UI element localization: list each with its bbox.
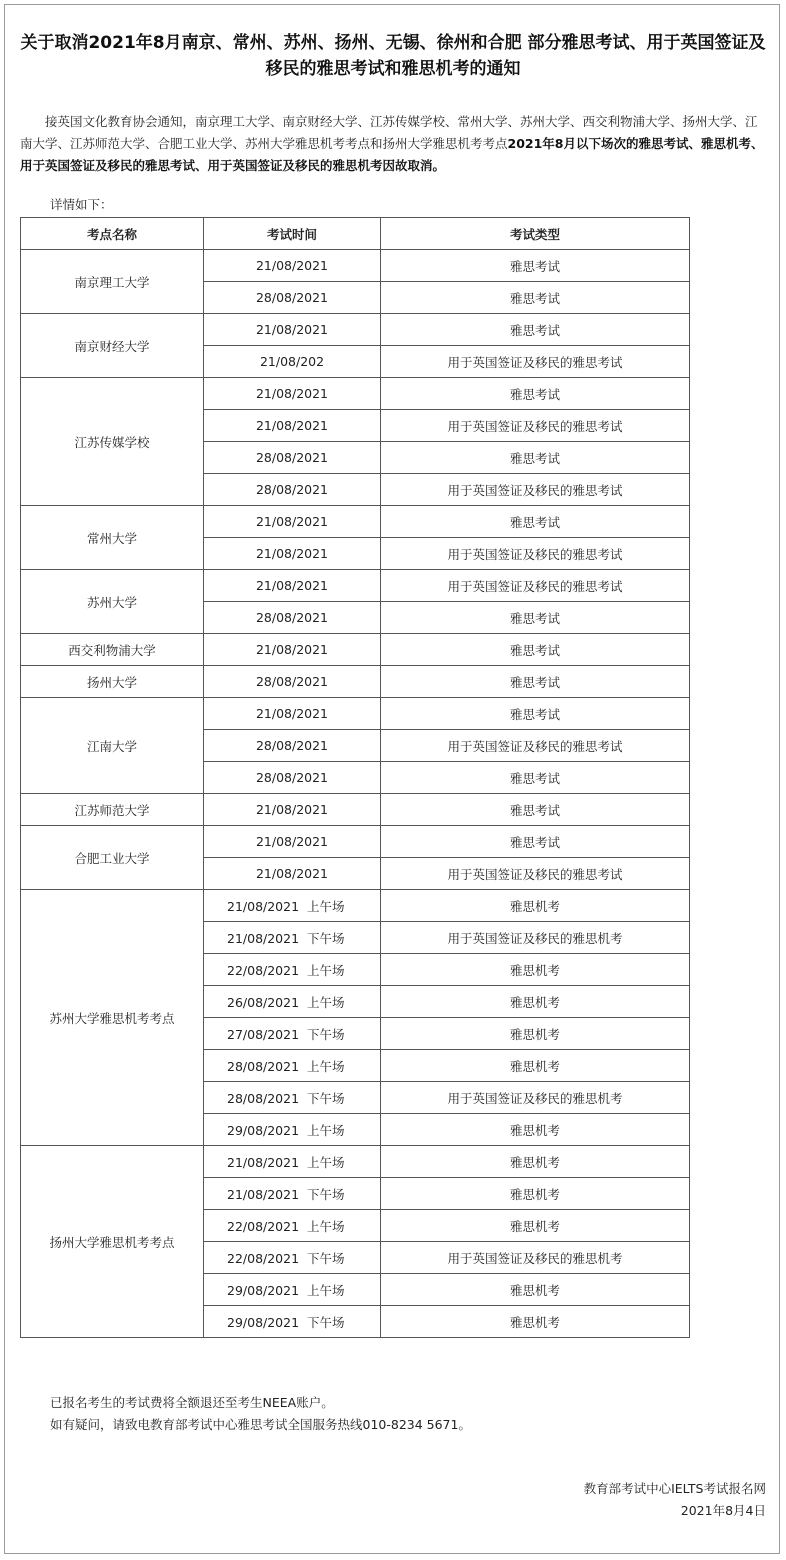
header-time: 考试时间 [204, 218, 381, 250]
exam-type-cell: 雅思机考 [381, 1050, 690, 1082]
venue-name-cell: 江苏师范大学 [21, 794, 204, 826]
exam-time-cell [204, 1018, 381, 1050]
exam-type-cell: 雅思机考 [381, 1306, 690, 1338]
exam-type-cell: 雅思考试 [381, 506, 690, 538]
exam-time-cell [204, 1178, 381, 1210]
exam-type-cell: 用于英国签证及移民的雅思机考 [381, 1242, 690, 1274]
contact-note: 如有疑问，请致电教育部考试中心雅思考试全国服务热线010-8234 5671。 [50, 1417, 471, 1432]
exam-type-cell: 雅思考试 [381, 378, 690, 410]
details-label: 详情如下： [50, 197, 113, 212]
table-row [21, 506, 690, 538]
exam-date: 22/08/2021 [227, 1250, 300, 1266]
intro-text: 接英国文化教育协会通知，南京理工大学、南京财经大学、江苏传媒学校、常州大学、苏州大学、西交利物浦大学、扬州大学、江南大学、江苏师范大学、合肥工业大学、苏州大学雅思机考考点和扬州大学雅思机考考点 [20, 114, 758, 151]
exam-time-cell: 21/08/2021 [204, 570, 381, 602]
exam-session: 上午场 [307, 962, 345, 978]
exam-type-cell: 雅思考试 [381, 282, 690, 314]
exam-session: 下午场 [307, 1250, 345, 1266]
exam-type-cell: 雅思机考 [381, 890, 690, 922]
intro-paragraph [20, 111, 768, 177]
exam-type-cell: 用于英国签证及移民的雅思考试 [381, 538, 690, 570]
notice-title: 关于取消2021年8月南京、常州、苏州、扬州、无锡、徐州和合肥 部分雅思考试、用于英国签证及移民的雅思考试和雅思机考的通知 [20, 33, 766, 79]
refund-note: 已报名考生的考试费将全额退还至考生NEEA账户。 [50, 1395, 334, 1410]
exam-type-cell: 雅思考试 [381, 794, 690, 826]
table-body [21, 250, 690, 1338]
table-row [21, 826, 690, 858]
exam-date: 21/08/2021 [227, 930, 300, 946]
exam-time-cell: 28/08/2021 [204, 474, 381, 506]
exam-type-cell: 雅思机考 [381, 1018, 690, 1050]
exam-time-cell [204, 1114, 381, 1146]
exam-time-cell: 21/08/2021 [204, 314, 381, 346]
table-row [21, 250, 690, 282]
exam-type-cell: 雅思考试 [381, 442, 690, 474]
exam-time-cell: 28/08/2021 [204, 282, 381, 314]
venue-name-cell: 南京理工大学 [21, 250, 204, 314]
exam-type-cell: 雅思机考 [381, 1146, 690, 1178]
header-type: 考试类型 [381, 218, 690, 250]
exam-time-cell [204, 1082, 381, 1114]
exam-session: 上午场 [307, 898, 345, 914]
exam-date: 21/08/2021 [227, 1186, 300, 1202]
table-row [21, 314, 690, 346]
exam-session: 下午场 [307, 930, 345, 946]
exam-time-cell: 21/08/2021 [204, 250, 381, 282]
exam-type-cell: 用于英国签证及移民的雅思考试 [381, 410, 690, 442]
table-row [21, 666, 690, 698]
exam-time-cell [204, 922, 381, 954]
exam-session: 下午场 [307, 1314, 345, 1330]
exam-time-cell [204, 1274, 381, 1306]
exam-time-cell: 21/08/2021 [204, 826, 381, 858]
exam-type-cell: 雅思考试 [381, 314, 690, 346]
exam-time-cell: 28/08/2021 [204, 730, 381, 762]
exam-session: 下午场 [307, 1026, 345, 1042]
exam-time-cell: 21/08/2021 [204, 634, 381, 666]
exam-time-cell: 28/08/2021 [204, 602, 381, 634]
exam-time-cell: 28/08/2021 [204, 666, 381, 698]
header-venue: 考点名称 [21, 218, 204, 250]
exam-type-cell: 雅思机考 [381, 1210, 690, 1242]
exam-session: 上午场 [307, 1282, 345, 1298]
exam-type-cell: 用于英国签证及移民的雅思考试 [381, 730, 690, 762]
exam-time-cell [204, 986, 381, 1018]
exam-date: 21/08/2021 [227, 1154, 300, 1170]
table-row [21, 570, 690, 602]
exam-time-cell: 28/08/2021 [204, 442, 381, 474]
issuer-name: 教育部考试中心IELTS考试报名网 [583, 1481, 766, 1496]
venue-name-cell: 江苏传媒学校 [21, 378, 204, 506]
exam-session: 上午场 [307, 1218, 345, 1234]
exam-type-cell: 雅思机考 [381, 1274, 690, 1306]
exam-session: 下午场 [307, 1186, 345, 1202]
exam-time-cell: 21/08/2021 [204, 410, 381, 442]
exam-date: 28/08/2021 [227, 1058, 300, 1074]
signoff [584, 1478, 766, 1522]
exam-date: 29/08/2021 [227, 1122, 300, 1138]
exam-type-cell: 用于英国签证及移民的雅思机考 [381, 922, 690, 954]
exam-type-cell: 用于英国签证及移民的雅思考试 [381, 570, 690, 602]
exam-time-cell [204, 1050, 381, 1082]
venue-name-cell: 苏州大学 [21, 570, 204, 634]
exam-time-cell [204, 890, 381, 922]
exam-date: 22/08/2021 [227, 1218, 300, 1234]
table-row [21, 698, 690, 730]
exam-time-cell [204, 1146, 381, 1178]
exam-session: 上午场 [307, 1122, 345, 1138]
exam-date: 22/08/2021 [227, 962, 300, 978]
exam-time-cell [204, 1306, 381, 1338]
exam-type-cell: 用于英国签证及移民的雅思考试 [381, 346, 690, 378]
exam-type-cell: 雅思机考 [381, 1114, 690, 1146]
exam-time-cell: 21/08/2021 [204, 506, 381, 538]
venue-name-cell: 苏州大学雅思机考考点 [21, 890, 204, 1146]
exam-date: 28/08/2021 [227, 1090, 300, 1106]
exam-date: 29/08/2021 [227, 1282, 300, 1298]
exam-session: 上午场 [307, 1154, 345, 1170]
exam-type-cell: 雅思考试 [381, 250, 690, 282]
exam-type-cell: 用于英国签证及移民的雅思机考 [381, 1082, 690, 1114]
exam-time-cell: 21/08/2021 [204, 378, 381, 410]
exam-time-cell [204, 1210, 381, 1242]
exam-type-cell: 雅思机考 [381, 1178, 690, 1210]
exam-date: 26/08/2021 [227, 994, 300, 1010]
exam-type-cell: 用于英国签证及移民的雅思考试 [381, 474, 690, 506]
table-row [21, 378, 690, 410]
venue-name-cell: 江南大学 [21, 698, 204, 794]
table-row [21, 1146, 690, 1178]
exam-session: 上午场 [307, 994, 345, 1010]
exam-date: 27/08/2021 [227, 1026, 300, 1042]
venue-name-cell: 西交利物浦大学 [21, 634, 204, 666]
exam-type-cell: 用于英国签证及移民的雅思考试 [381, 858, 690, 890]
venue-name-cell: 合肥工业大学 [21, 826, 204, 890]
exam-time-cell: 21/08/2021 [204, 794, 381, 826]
exam-date: 21/08/2021 [227, 898, 300, 914]
exam-time-cell: 28/08/2021 [204, 762, 381, 794]
exam-date: 29/08/2021 [227, 1314, 300, 1330]
table-header-row [21, 218, 690, 250]
exam-session: 下午场 [307, 1090, 345, 1106]
venue-name-cell: 南京财经大学 [21, 314, 204, 378]
venue-name-cell: 扬州大学 [21, 666, 204, 698]
intro-bold-text: 2021年8月以下场次的雅思考试、雅思机考、用于英国签证及移民的雅思考试、用于英国签证及移民的雅思机考因故取消。 [20, 136, 764, 173]
exam-time-cell: 21/08/2021 [204, 538, 381, 570]
exam-type-cell: 雅思考试 [381, 634, 690, 666]
exam-type-cell: 雅思考试 [381, 666, 690, 698]
exam-type-cell: 雅思机考 [381, 986, 690, 1018]
exam-time-cell [204, 1242, 381, 1274]
exam-type-cell: 雅思考试 [381, 762, 690, 794]
exam-time-cell: 21/08/2021 [204, 858, 381, 890]
exam-time-cell: 21/08/202 [204, 346, 381, 378]
exam-session: 上午场 [307, 1058, 345, 1074]
footer-notes [50, 1392, 471, 1436]
table-row [21, 634, 690, 666]
venue-name-cell: 扬州大学雅思机考考点 [21, 1146, 204, 1338]
table-row [21, 890, 690, 922]
table-row [21, 794, 690, 826]
exam-type-cell: 雅思考试 [381, 698, 690, 730]
venue-name-cell: 常州大学 [21, 506, 204, 570]
exam-type-cell: 雅思考试 [381, 826, 690, 858]
exam-type-cell: 雅思考试 [381, 602, 690, 634]
exam-time-cell: 21/08/2021 [204, 698, 381, 730]
cancellation-table [20, 217, 690, 1338]
exam-time-cell [204, 954, 381, 986]
issue-date: 2021年8月4日 [680, 1503, 766, 1518]
exam-type-cell: 雅思机考 [381, 954, 690, 986]
